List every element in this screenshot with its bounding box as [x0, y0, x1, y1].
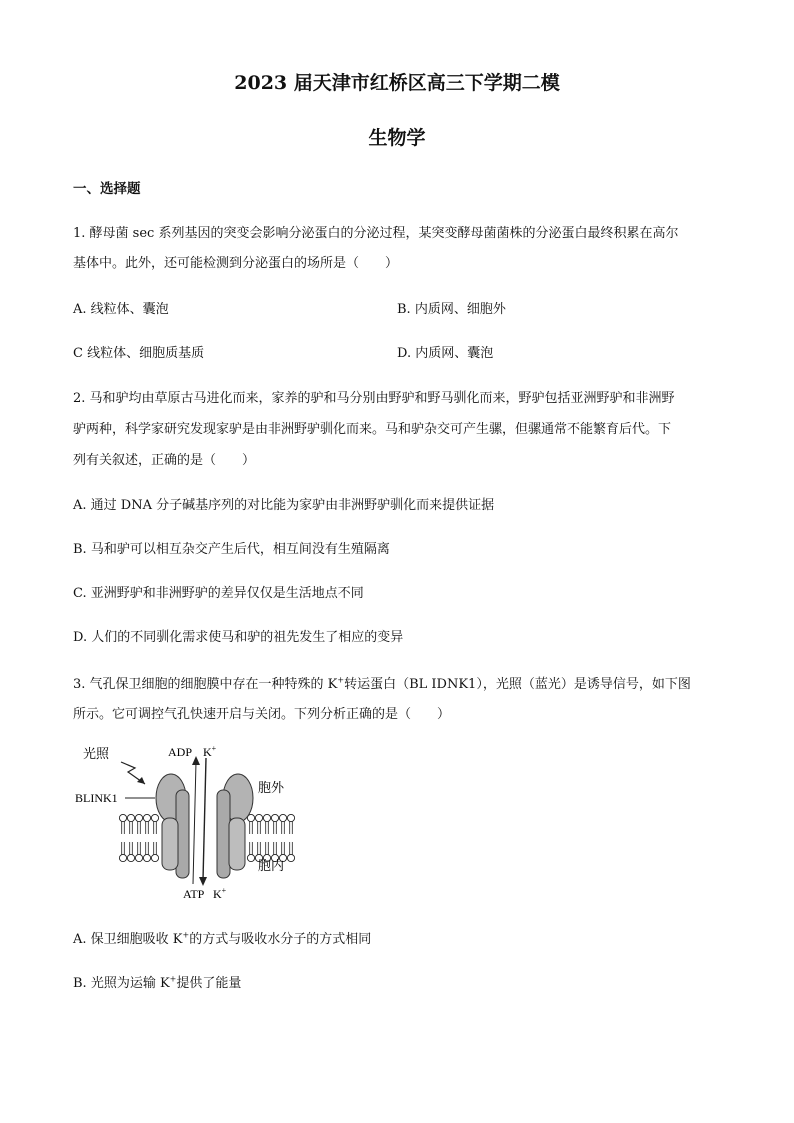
q3-option-a: A. 保卫细胞吸收 K+的方式与吸收水分子的方式相同 — [73, 930, 372, 947]
lipid-head — [287, 854, 294, 861]
q2-option-d: D. 人们的不同驯化需求使马和驴的祖先发生了相应的变异 — [73, 630, 404, 645]
q2-option-c: C. 亚洲野驴和非洲野驴的差异仅仅是生活地点不同 — [73, 586, 364, 601]
q2-stem-line-3: 列有关叙述，正确的是（ ） — [73, 453, 256, 468]
page-title: 2023 届天津市红桥区高三下学期二模 — [234, 72, 560, 94]
inside-label: 胞内 — [258, 858, 285, 873]
q1-option-a: A. 线粒体、囊泡 — [73, 302, 169, 317]
k-arrow-head — [199, 877, 207, 886]
lipid-head — [263, 814, 270, 821]
blink1-protein-right — [217, 774, 253, 878]
lipid-head — [255, 814, 262, 821]
atp-label: ATP — [183, 887, 205, 901]
section-heading: 一、选择题 — [73, 181, 141, 197]
q3-stem-line-2: 所示。它可调控气孔快速开启与关闭。下列分析正确的是（ ） — [73, 707, 451, 722]
outside-label: 胞外 — [258, 780, 285, 795]
lipid-head — [127, 814, 134, 821]
q1-stem-line-1: 1. 酵母菌 sec 系列基因的突变会影响分泌蛋白的分泌过程，某突变酵母菌菌株的分泌蛋白最终积累在高尔 — [73, 226, 679, 241]
q3-stem-line-1: 3. 气孔保卫细胞的细胞膜中存在一种特殊的 K+转运蛋白（BL IDNK1），光照（蓝光）是诱导信号，如下图 — [73, 675, 691, 692]
lipid-head — [127, 854, 134, 861]
q2-option-a: A. 通过 DNA 分子碱基序列的对比能为家驴由非洲野驴驯化而来提供证据 — [73, 498, 495, 513]
blink1-label: BLINK1 — [75, 791, 118, 805]
lipid-head — [143, 814, 150, 821]
lipid-head — [135, 854, 142, 861]
page-subtitle: 生物学 — [368, 127, 426, 149]
lipid-head — [135, 814, 142, 821]
blink1-protein-left — [156, 774, 189, 878]
lipid-head — [279, 814, 286, 821]
lipid-head — [119, 814, 126, 821]
lipid-head — [119, 854, 126, 861]
q1-stem-line-2: 基体中。此外，还可能检测到分泌蛋白的场所是（ ） — [73, 256, 399, 271]
q3-option-b: B. 光照为运输 K+提供了能量 — [73, 974, 242, 991]
adp-arrow — [193, 762, 196, 884]
q1-option-b: B. 内质网、细胞外 — [397, 302, 506, 317]
adp-arrow-head — [192, 756, 200, 765]
light-label: 光照 — [83, 746, 110, 761]
lipid-head — [271, 814, 278, 821]
phospholipid-bilayer — [119, 814, 294, 861]
q2-option-b: B. 马和驴可以相互杂交产生后代，相互间没有生殖隔离 — [73, 542, 390, 557]
adp-label: ADP — [168, 745, 193, 759]
k-label-bottom: K+ — [213, 886, 227, 901]
q1-option-d: D. 内质网、囊泡 — [397, 346, 494, 361]
lipid-head — [151, 814, 158, 821]
lipid-head — [143, 854, 150, 861]
light-arrow-head — [137, 777, 145, 784]
q1-option-c: C 线粒体、细胞质基质 — [73, 346, 205, 361]
lipid-head — [151, 854, 158, 861]
q2-stem-line-1: 2. 马和驴均由草原古马进化而来，家养的驴和马分别由野驴和野马驯化而来，野驴包括亚洲野驴和非洲野 — [73, 391, 675, 406]
k-transport-arrow — [203, 758, 206, 880]
membrane-transport-figure — [73, 740, 303, 905]
lipid-head — [247, 854, 254, 861]
lipid-head — [287, 814, 294, 821]
k-label-top: K+ — [203, 744, 217, 759]
q2-stem-line-2: 驴两种，科学家研究发现家驴是由非洲野驴驯化而来。马和驴杂交可产生骡，但骡通常不能繁育后代。下 — [73, 422, 672, 437]
